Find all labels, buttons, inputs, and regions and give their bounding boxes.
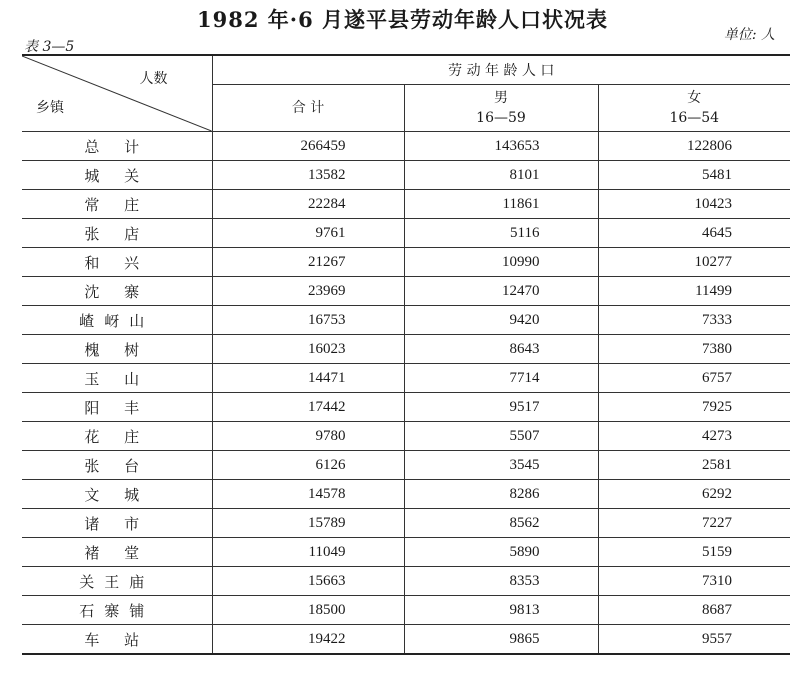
male-cell: 11861 <box>404 190 598 219</box>
female-cell: 8687 <box>598 596 790 625</box>
group-header: 劳 动 年 龄 人 口 <box>212 55 790 85</box>
table-row <box>22 219 790 248</box>
total-cell: 17442 <box>212 393 404 422</box>
female-cell: 10277 <box>598 248 790 277</box>
total-cell: 14471 <box>212 364 404 393</box>
table-row <box>22 364 790 393</box>
male-label: 男 <box>494 90 508 106</box>
male-cell: 5507 <box>404 422 598 451</box>
female-cell: 4645 <box>598 219 790 248</box>
diagonal-line <box>22 56 212 131</box>
table-row <box>22 335 790 364</box>
col-header-female <box>598 85 790 132</box>
male-cell: 143653 <box>404 132 598 161</box>
unit-label: 单位: 人 <box>723 27 775 43</box>
col-header-total: 合 计 <box>212 85 404 132</box>
township-cell: 常 庄 <box>22 190 212 219</box>
male-cell: 9420 <box>404 306 598 335</box>
male-cell: 10990 <box>404 248 598 277</box>
female-cell: 6292 <box>598 480 790 509</box>
township-cell: 张 台 <box>22 451 212 480</box>
table-body <box>22 132 790 655</box>
table-row <box>22 480 790 509</box>
total-cell: 16753 <box>212 306 404 335</box>
male-cell: 8643 <box>404 335 598 364</box>
male-cell: 3545 <box>404 451 598 480</box>
female-cell: 7333 <box>598 306 790 335</box>
township-cell: 褚 堂 <box>22 538 212 567</box>
township-cell: 文 城 <box>22 480 212 509</box>
female-age-range: 16—54 <box>669 110 720 126</box>
female-cell: 7310 <box>598 567 790 596</box>
table-row <box>22 161 790 190</box>
male-cell: 9865 <box>404 625 598 655</box>
female-cell: 6757 <box>598 364 790 393</box>
table-row <box>22 306 790 335</box>
table-row <box>22 451 790 480</box>
male-cell: 9813 <box>404 596 598 625</box>
page-title: 1982 年·6 月遂平县劳动年龄人口状况表 <box>197 7 608 32</box>
township-cell: 石寨铺 <box>22 596 212 625</box>
total-cell: 11049 <box>212 538 404 567</box>
township-cell: 城 关 <box>22 161 212 190</box>
township-cell: 嵖岈山 <box>22 306 212 335</box>
total-cell: 13582 <box>212 161 404 190</box>
township-cell: 张 店 <box>22 219 212 248</box>
male-cell: 7714 <box>404 364 598 393</box>
female-cell: 9557 <box>598 625 790 655</box>
male-cell: 12470 <box>404 277 598 306</box>
male-cell: 8286 <box>404 480 598 509</box>
labor-population-table <box>22 54 790 655</box>
diag-header-township: 乡镇 <box>36 100 64 116</box>
female-cell: 11499 <box>598 277 790 306</box>
township-cell: 玉 山 <box>22 364 212 393</box>
table-row <box>22 538 790 567</box>
female-cell: 10423 <box>598 190 790 219</box>
male-cell: 8562 <box>404 509 598 538</box>
total-cell: 23969 <box>212 277 404 306</box>
male-cell: 9517 <box>404 393 598 422</box>
male-cell: 5890 <box>404 538 598 567</box>
township-cell: 车 站 <box>22 625 212 655</box>
female-cell: 5481 <box>598 161 790 190</box>
table-row <box>22 190 790 219</box>
table-row <box>22 393 790 422</box>
male-cell: 8101 <box>404 161 598 190</box>
total-cell: 19422 <box>212 625 404 655</box>
female-label: 女 <box>687 90 702 106</box>
township-cell: 关王庙 <box>22 567 212 596</box>
total-cell: 9761 <box>212 219 404 248</box>
female-cell: 122806 <box>598 132 790 161</box>
total-cell: 21267 <box>212 248 404 277</box>
col-header-male <box>404 85 598 132</box>
table-row <box>22 248 790 277</box>
table-row <box>22 567 790 596</box>
total-cell: 22284 <box>212 190 404 219</box>
table-row <box>22 277 790 306</box>
total-cell: 9780 <box>212 422 404 451</box>
male-cell: 8353 <box>404 567 598 596</box>
township-cell: 诸 市 <box>22 509 212 538</box>
total-cell: 6126 <box>212 451 404 480</box>
female-cell: 7227 <box>598 509 790 538</box>
total-cell: 266459 <box>212 132 404 161</box>
township-cell: 阳 丰 <box>22 393 212 422</box>
diagonal-header-cell <box>22 55 212 132</box>
female-cell: 7380 <box>598 335 790 364</box>
diag-header-count: 人数 <box>139 71 168 87</box>
table-row <box>22 625 790 655</box>
table-label: 表 3—5 <box>24 39 75 55</box>
female-cell: 2581 <box>598 451 790 480</box>
township-cell: 槐 树 <box>22 335 212 364</box>
township-cell: 沈 寨 <box>22 277 212 306</box>
table-row <box>22 596 790 625</box>
total-cell: 15663 <box>212 567 404 596</box>
total-cell: 15789 <box>212 509 404 538</box>
female-cell: 5159 <box>598 538 790 567</box>
table-row <box>22 132 790 161</box>
total-cell: 16023 <box>212 335 404 364</box>
township-cell: 花 庄 <box>22 422 212 451</box>
female-cell: 4273 <box>598 422 790 451</box>
male-cell: 5116 <box>404 219 598 248</box>
female-cell: 7925 <box>598 393 790 422</box>
township-cell: 总 计 <box>22 132 212 161</box>
total-cell: 14578 <box>212 480 404 509</box>
township-cell: 和 兴 <box>22 248 212 277</box>
table-row <box>22 422 790 451</box>
total-cell: 18500 <box>212 596 404 625</box>
table-row <box>22 509 790 538</box>
male-age-range: 16—59 <box>476 110 526 126</box>
